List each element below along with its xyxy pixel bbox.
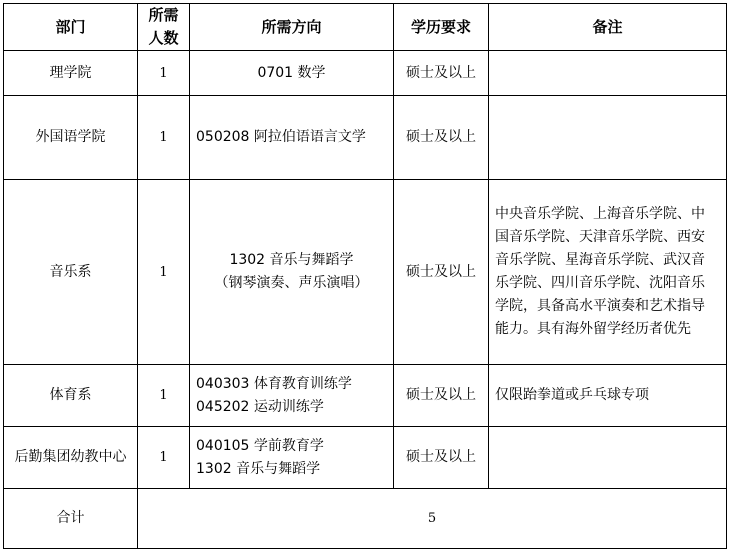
direction-cell xyxy=(190,180,394,365)
count-cell: 1 xyxy=(138,365,190,427)
direction-line: 1302 音乐与舞蹈学 xyxy=(196,460,321,477)
remarks-line: 中央音乐学院、上海音乐学院、中 xyxy=(495,206,705,222)
remarks-cell xyxy=(489,96,727,180)
direction-line: 050208 阿拉伯语语言文学 xyxy=(196,129,366,145)
remarks-cell xyxy=(489,180,727,365)
education-cell: 硕士及以上 xyxy=(394,180,489,365)
remarks-cell: 仅限跆拳道或乒乓球专项 xyxy=(489,365,727,427)
education-cell: 硕士及以上 xyxy=(394,51,489,96)
remarks-cell xyxy=(489,427,727,489)
count-cell: 1 xyxy=(138,427,190,489)
header-row xyxy=(4,4,727,51)
dept-cell: 外国语学院 xyxy=(4,96,138,180)
table-row xyxy=(4,180,727,365)
direction-cell xyxy=(190,427,394,489)
count-cell: 1 xyxy=(138,180,190,365)
header-remarks: 备注 xyxy=(489,4,727,51)
remarks-line: 学院，具备高水平演奏和艺术指导 xyxy=(495,298,705,314)
dept-cell: 音乐系 xyxy=(4,180,138,365)
direction-line: 040105 学前教育学 xyxy=(196,437,324,454)
education-cell: 硕士及以上 xyxy=(394,365,489,427)
remarks-line: 音乐学院、星海音乐学院、武汉音 xyxy=(495,252,705,268)
remarks-line: 国音乐学院、天津音乐学院、西安 xyxy=(495,229,705,245)
direction-line: 045202 运动训练学 xyxy=(196,398,324,415)
header-education: 学历要求 xyxy=(394,4,489,51)
direction-line: （钢琴演奏、声乐演唱） xyxy=(214,275,369,291)
direction-line: 1302 音乐与舞蹈学 xyxy=(229,252,354,268)
table-row xyxy=(4,96,727,180)
total-value: 5 xyxy=(138,489,727,549)
total-row xyxy=(4,489,727,549)
direction-line: 0701 数学 xyxy=(257,64,326,81)
header-count-line2: 人数 xyxy=(148,29,179,47)
table-row xyxy=(4,51,727,96)
direction-cell xyxy=(190,51,394,96)
remarks-line: 能力。具有海外留学经历者优先 xyxy=(495,321,691,337)
recruitment-table xyxy=(3,3,727,549)
dept-cell: 理学院 xyxy=(4,51,138,96)
count-cell: 1 xyxy=(138,51,190,96)
header-count-line1: 所需 xyxy=(148,6,179,24)
remarks-cell xyxy=(489,51,727,96)
education-cell: 硕士及以上 xyxy=(394,427,489,489)
header-count xyxy=(138,4,190,51)
education-cell: 硕士及以上 xyxy=(394,96,489,180)
direction-line: 040303 体育教育训练学 xyxy=(196,375,352,392)
total-label: 合计 xyxy=(4,489,138,549)
direction-cell xyxy=(190,365,394,427)
header-direction: 所需方向 xyxy=(190,4,394,51)
table-row xyxy=(4,427,727,489)
direction-cell xyxy=(190,96,394,180)
table-row xyxy=(4,365,727,427)
dept-cell: 体育系 xyxy=(4,365,138,427)
dept-cell: 后勤集团幼教中心 xyxy=(4,427,138,489)
remarks-line: 乐学院、四川音乐学院、沈阳音乐 xyxy=(495,275,705,291)
header-dept: 部门 xyxy=(4,4,138,51)
count-cell: 1 xyxy=(138,96,190,180)
